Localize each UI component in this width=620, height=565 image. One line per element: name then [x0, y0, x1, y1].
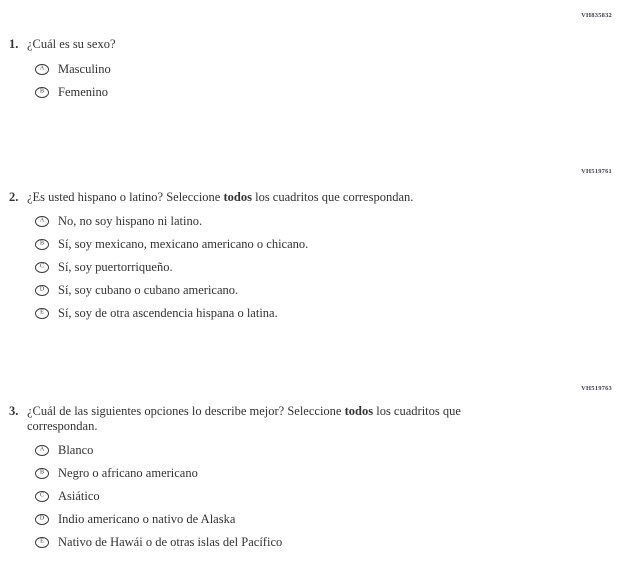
- prompt-text-after: los cuadritos que correspondan.: [251, 190, 414, 204]
- question-number: 1.: [9, 37, 19, 51]
- option-label: Sí, soy puertorriqueño.: [58, 260, 173, 274]
- prompt-text: ¿Cuál es su sexo?: [27, 37, 116, 51]
- answer-option-b[interactable]: [35, 466, 620, 480]
- option-bubble-icon[interactable]: [35, 468, 49, 479]
- answer-option-e[interactable]: [35, 535, 620, 549]
- options-list: [0, 214, 620, 320]
- option-bubble-icon[interactable]: [35, 239, 49, 250]
- option-bubble-icon[interactable]: [35, 262, 49, 273]
- answer-option-a[interactable]: [35, 443, 620, 457]
- option-label: Asiático: [58, 489, 100, 503]
- question-prompt: [27, 404, 524, 434]
- option-label: Femenino: [58, 85, 108, 99]
- option-letter: B: [39, 469, 44, 475]
- prompt-bold-text: todos: [344, 404, 374, 418]
- question-block-3: [0, 385, 620, 549]
- item-code: VH835832: [581, 12, 612, 19]
- option-letter: A: [39, 65, 45, 71]
- option-bubble-icon[interactable]: [35, 308, 49, 319]
- option-bubble-icon[interactable]: [35, 216, 49, 227]
- item-code: VH519761: [581, 168, 612, 175]
- answer-option-c[interactable]: [35, 260, 620, 274]
- answer-option-e[interactable]: [35, 306, 620, 320]
- question-prompt: [27, 37, 116, 52]
- option-letter: E: [40, 309, 44, 315]
- answer-option-b[interactable]: [35, 237, 620, 251]
- question-number: 2.: [9, 190, 19, 204]
- option-letter: B: [39, 88, 44, 94]
- option-label: Negro o africano americano: [58, 466, 198, 480]
- prompt-text: ¿Es usted hispano o latino? Seleccione: [27, 190, 224, 204]
- question-2: [0, 190, 620, 205]
- option-label: Sí, soy de otra ascendencia hispana o latina.: [58, 306, 278, 320]
- options-list: [0, 62, 620, 99]
- option-bubble-icon[interactable]: [35, 445, 49, 456]
- option-letter: B: [39, 240, 44, 246]
- option-label: Nativo de Hawái o de otras islas del Pacífico: [58, 535, 283, 549]
- answer-option-d[interactable]: [35, 283, 620, 297]
- item-code: VH519763: [581, 385, 612, 392]
- option-letter: A: [39, 446, 45, 452]
- option-label: Masculino: [58, 62, 111, 76]
- prompt-bold-text: todos: [223, 190, 252, 204]
- answer-option-a[interactable]: [35, 214, 620, 228]
- question-block-1: [0, 12, 620, 99]
- option-letter: C: [39, 492, 44, 498]
- answer-option-c[interactable]: [35, 489, 620, 503]
- option-label: No, no soy hispano ni latino.: [58, 214, 203, 228]
- answer-option-b[interactable]: [35, 85, 620, 99]
- option-label: Sí, soy cubano o cubano americano.: [58, 283, 239, 297]
- question-3: [0, 404, 620, 434]
- prompt-text-after: los cuadritos que correspondan.: [27, 404, 461, 433]
- question-prompt: [27, 190, 413, 205]
- option-letter: C: [39, 263, 44, 269]
- option-bubble-icon[interactable]: [35, 285, 49, 296]
- option-label: Indio americano o nativo de Alaska: [58, 512, 236, 526]
- option-label: Blanco: [58, 443, 94, 457]
- option-bubble-icon[interactable]: [35, 87, 49, 98]
- question-number: 3.: [9, 404, 19, 418]
- option-bubble-icon[interactable]: [35, 491, 49, 502]
- question-block-2: [0, 168, 620, 320]
- option-bubble-icon[interactable]: [35, 514, 49, 525]
- option-letter: E: [40, 538, 44, 544]
- question-1: [0, 37, 620, 52]
- answer-option-a[interactable]: [35, 62, 620, 76]
- prompt-text: ¿Cuál de las siguientes opciones lo describe mejor? Seleccione: [27, 404, 345, 418]
- option-bubble-icon[interactable]: [35, 537, 49, 548]
- option-letter: D: [39, 515, 45, 521]
- option-letter: A: [39, 217, 45, 223]
- options-list: [0, 443, 620, 549]
- answer-option-d[interactable]: [35, 512, 620, 526]
- option-letter: D: [39, 286, 45, 292]
- option-bubble-icon[interactable]: [35, 64, 49, 75]
- option-label: Sí, soy mexicano, mexicano americano o chicano.: [58, 237, 309, 251]
